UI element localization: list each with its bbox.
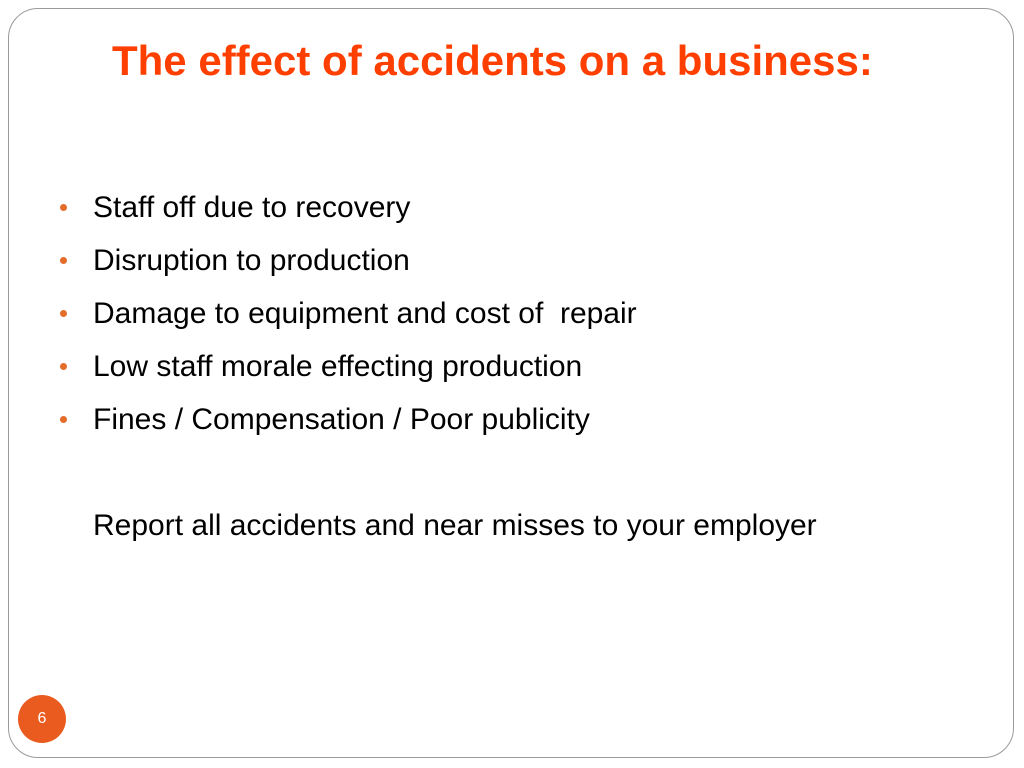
bullet-item	[60, 294, 637, 347]
bullet-text: Fines / Compensation / Poor publicity	[93, 403, 590, 436]
bullet-text: Low staff morale effecting production	[93, 350, 583, 383]
slide-title: The effect of accidents on a business:	[112, 37, 873, 84]
bullet-item	[60, 347, 637, 400]
bullet-text: Disruption to production	[93, 244, 410, 277]
bullet-text: Staff off due to recovery	[93, 191, 411, 224]
bullet-list	[60, 188, 637, 453]
report-note: Report all accidents and near misses to your employer	[93, 509, 817, 542]
bullet-icon	[60, 310, 67, 317]
page-number-badge	[18, 695, 66, 743]
bullet-item	[60, 188, 637, 241]
bullet-item	[60, 400, 637, 453]
bullet-icon	[60, 204, 67, 211]
bullet-icon	[60, 416, 67, 423]
bullet-item	[60, 241, 637, 294]
bullet-text: Damage to equipment and cost of repair	[93, 297, 637, 330]
bullet-icon	[60, 257, 67, 264]
page-number: 6	[37, 710, 47, 727]
bullet-icon	[60, 363, 67, 370]
